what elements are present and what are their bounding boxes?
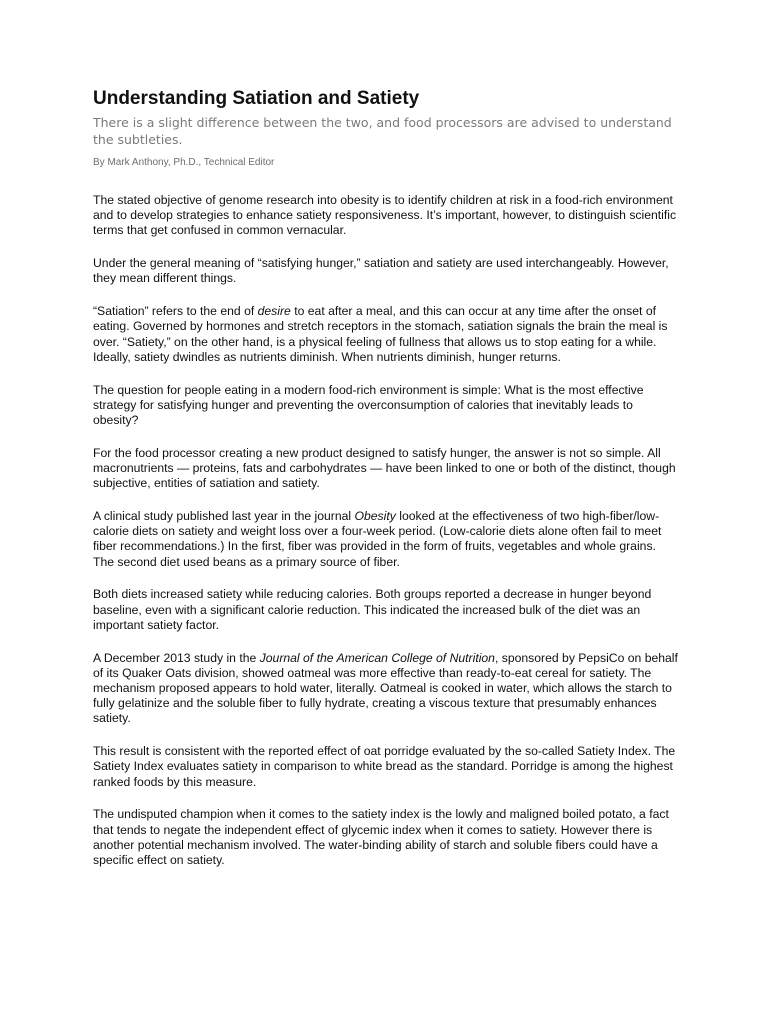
article: [93, 87, 678, 886]
paragraph-3-text-b: to eat after a meal, and this can occur at any time after the onset of eating. Governed by hormones and stretch receptors in the stomach, satiation signals the brain the meal is over. “Satiety,” on the other hand, is a physical feeling of fullness that allows us to stop eating for a while. Ideally, satiety dwindles as nutrients diminish. When nutrients diminish, hunger returns.: [93, 304, 668, 364]
paragraph-4: The question for people eating in a modern food-rich environment is simple: What is the most effective strategy for satisfying hunger and preventing the overconsumption of calories that inevitably leads to obesity?: [93, 382, 644, 428]
paragraph-8-text-b: , sponsored by PepsiCo on behalf of its Quaker Oats division, showed oatmeal was more effective than ready-to-eat cereal for satiety. The mechanism proposed appears to hold water, literally. Oatmeal is cooked in water, which allows the starch to fully gelatinize and the soluble fiber to fully hydrate, creating a viscous texture that presumably enhances satiety.: [93, 650, 678, 726]
paragraph-5: For the food processor creating a new product designed to satisfy hunger, the answer is not so simple. All macronutrients — proteins, fats and carbohydrates — have been linked to one or both of the distinct, though subjective, entities of satiation and satiety.: [93, 445, 676, 491]
paragraph-7: Both diets increased satiety while reducing calories. Both groups reported a decrease in hunger beyond baseline, even with a significant calorie reduction. This indicated the increased bulk of the diet was an important satiety factor.: [93, 587, 652, 632]
article-body: [93, 193, 678, 868]
paragraph-6-emphasis: Obesity: [354, 509, 396, 524]
article-byline: By Mark Anthony, Ph.D., Technical Editor: [93, 157, 275, 168]
paragraph-10: The undisputed champion when it comes to the satiety index is the lowly and maligned boiled potato, a fact that tends to negate the independent effect of glycemic index when it comes to satiety. However there is another potential mechanism involved. The water-binding ability of starch and soluble fibers could have a specific effect on satiety.: [93, 807, 669, 868]
paragraph-3-emphasis: desire: [257, 304, 291, 319]
article-subtitle: There is a slight difference between the two, and food processors are advised to understand the subtleties.: [93, 115, 672, 147]
paragraph-1: The stated objective of genome research into obesity is to identify children at risk in a food-rich environment and to develop strategies to enhance satiety responsiveness. It’s important, however, to distinguish scientific terms that get confused in common vernacular.: [93, 193, 677, 238]
paragraph-6-text-a: A clinical study published last year in the journal: [93, 509, 355, 524]
paragraph-2: Under the general meaning of “satisfying hunger,” satiation and satiety are used interchangeably. However, they mean different things.: [93, 256, 669, 286]
paragraph-6: [93, 509, 678, 570]
article-title: Understanding Satiation and Satiety: [93, 88, 420, 109]
paragraph-9: This result is consistent with the reported effect of oat porridge evaluated by the so-called Satiety Index. The Satiety Index evaluates satiety in comparison to white bread as the standard. Porridge is among the highest ranked foods by this measure.: [93, 744, 676, 789]
paragraph-8: [93, 651, 678, 727]
paragraph-8-text-a: A December 2013 study in the: [93, 650, 260, 665]
paragraph-8-emphasis: Journal of the American College of Nutrition: [259, 650, 495, 665]
paragraph-3: [93, 304, 678, 365]
paragraph-6-text-b: looked at the effectiveness of two high-fiber/low-calorie diets on satiety and weight loss over a four-week period. (Low-calorie diets alone often fail to meet fiber recommendations.) In the first, fiber was provided in the form of fruits, vegetables and whole grains. The second diet used beans as a primary source of fiber.: [93, 509, 662, 569]
paragraph-3-text-a: “Satiation” refers to the end of: [93, 304, 258, 319]
